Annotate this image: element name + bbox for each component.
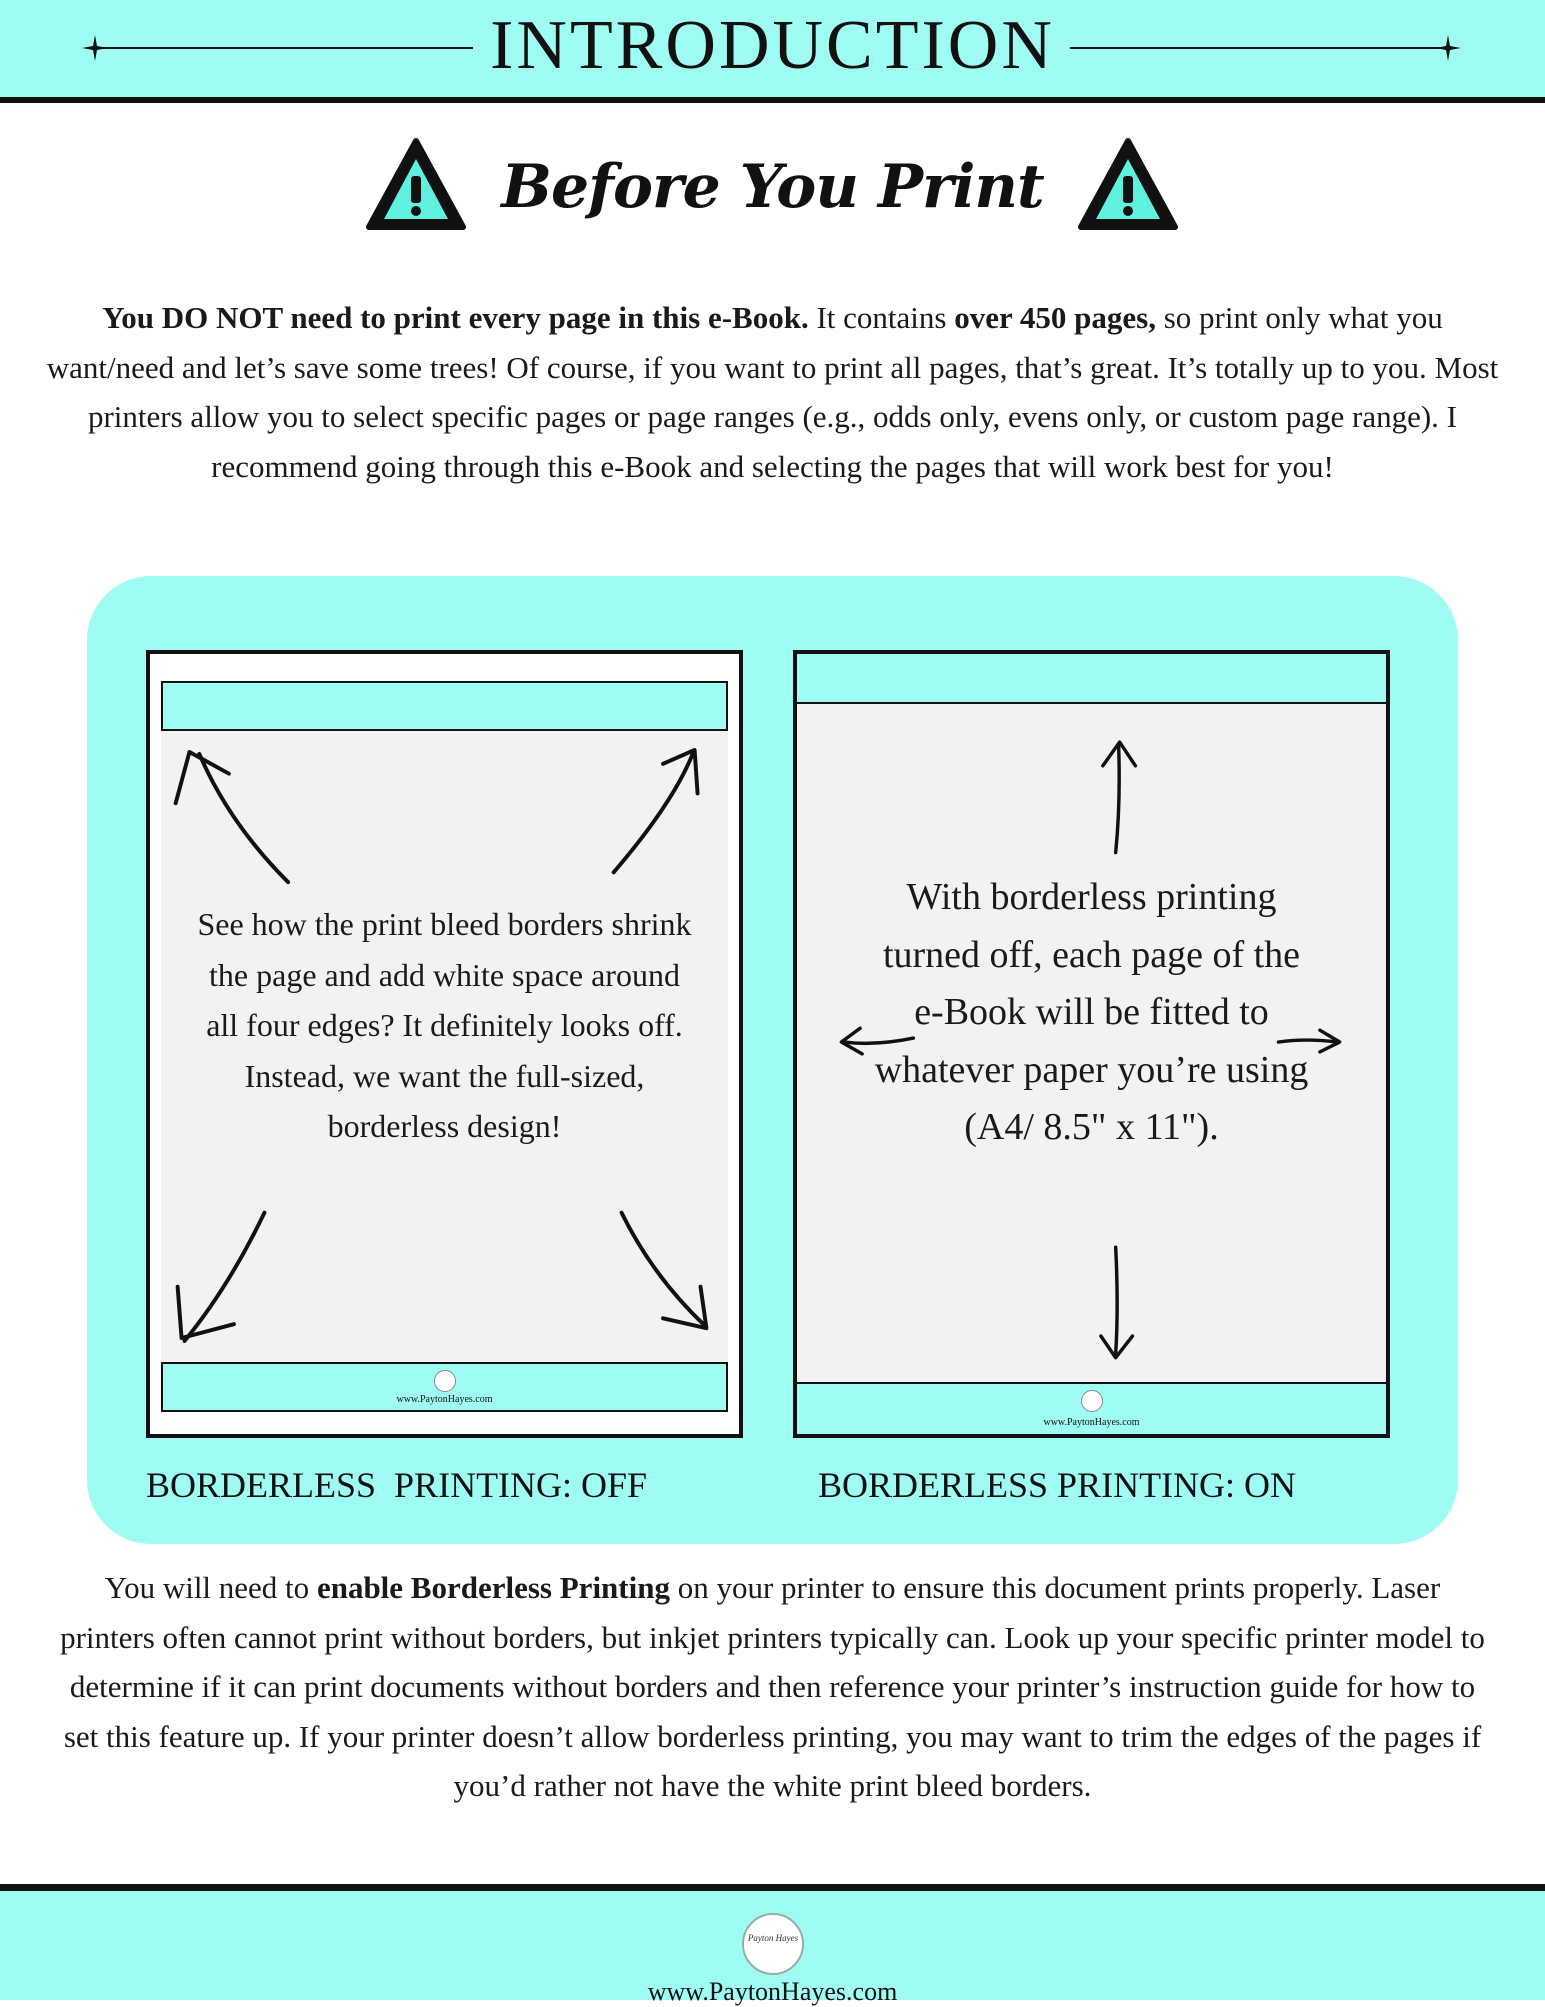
arrow-down-right-icon — [622, 1213, 706, 1326]
section-heading — [0, 130, 1545, 240]
mini-url: www.PaytonHayes.com — [396, 1394, 493, 1405]
header-bar — [0, 0, 1545, 103]
page-example-text: With borderless printing turned off, each page of the e-Book will be fitted to whatever paper you’re using (A4/ 8.5" x 11"). — [874, 876, 1309, 1148]
outro-bold-1: enable Borderless Printing — [316, 1570, 670, 1605]
outro-paragraph — [60, 1563, 1485, 1811]
arrow-up-icon — [1116, 746, 1120, 853]
intro-text-2: so print only what you want/need and let’s save some trees! Of course, if you want to print all pages, that’s great. It’s totally up to you. Most printers allow you to select specific pages or page ranges (e.g., odds only, evens only, or custom page range). I recommend going through this e-Book and selecting the pages that will work best for you! — [46, 300, 1499, 484]
logo-text: Payton Hayes — [747, 1933, 799, 1943]
caption-borderless-on: BORDERLESS PRINTING: ON — [818, 1465, 1297, 1505]
intro-paragraph — [40, 293, 1505, 491]
arrow-down-icon — [1116, 1247, 1117, 1354]
arrow-down-left-icon — [185, 1213, 265, 1341]
page-title: INTRODUCTION — [490, 7, 1055, 84]
logo-icon — [742, 1913, 804, 1975]
page-example-borderless-off — [146, 650, 743, 1438]
intro-bold-1: You DO NOT need to print every page in this e-Book. — [102, 300, 809, 335]
arrow-up-left-icon — [199, 754, 288, 882]
intro-bold-2: over 450 pages, — [954, 300, 1156, 335]
page-example-borderless-on — [793, 650, 1390, 1438]
warning-triangle-icon — [1076, 135, 1180, 233]
arrow-up-right-icon — [614, 754, 693, 872]
outro-text-2: on your printer to ensure this document prints properly. Laser printers often cannot print without borders, but inkjet printers typically can. Look up your specific printer model to determine if it can print documents without borders and then reference your printer’s instruction guide for how to set this feature up. If your printer doesn’t allow borderless printing, you may want to trim the edges of the pages if you’d rather not have the white print bleed borders. — [60, 1570, 1485, 1803]
page-example-text: See how the print bleed borders shrink the page and add white space around all four edges? It definitely looks off. Instead, we want the full-sized, borderless design! — [197, 906, 692, 1144]
footer-bar — [0, 1884, 1545, 2006]
intro-text-1: It contains — [808, 300, 955, 335]
subtitle: Before You Print — [501, 152, 1044, 222]
caption-borderless-off: BORDERLESS PRINTING: OFF — [146, 1465, 648, 1505]
mini-url: www.PaytonHayes.com — [1043, 1417, 1140, 1428]
outro-text-1: You will need to — [104, 1570, 317, 1605]
footer-url[interactable]: www.PaytonHayes.com — [647, 1977, 898, 2006]
